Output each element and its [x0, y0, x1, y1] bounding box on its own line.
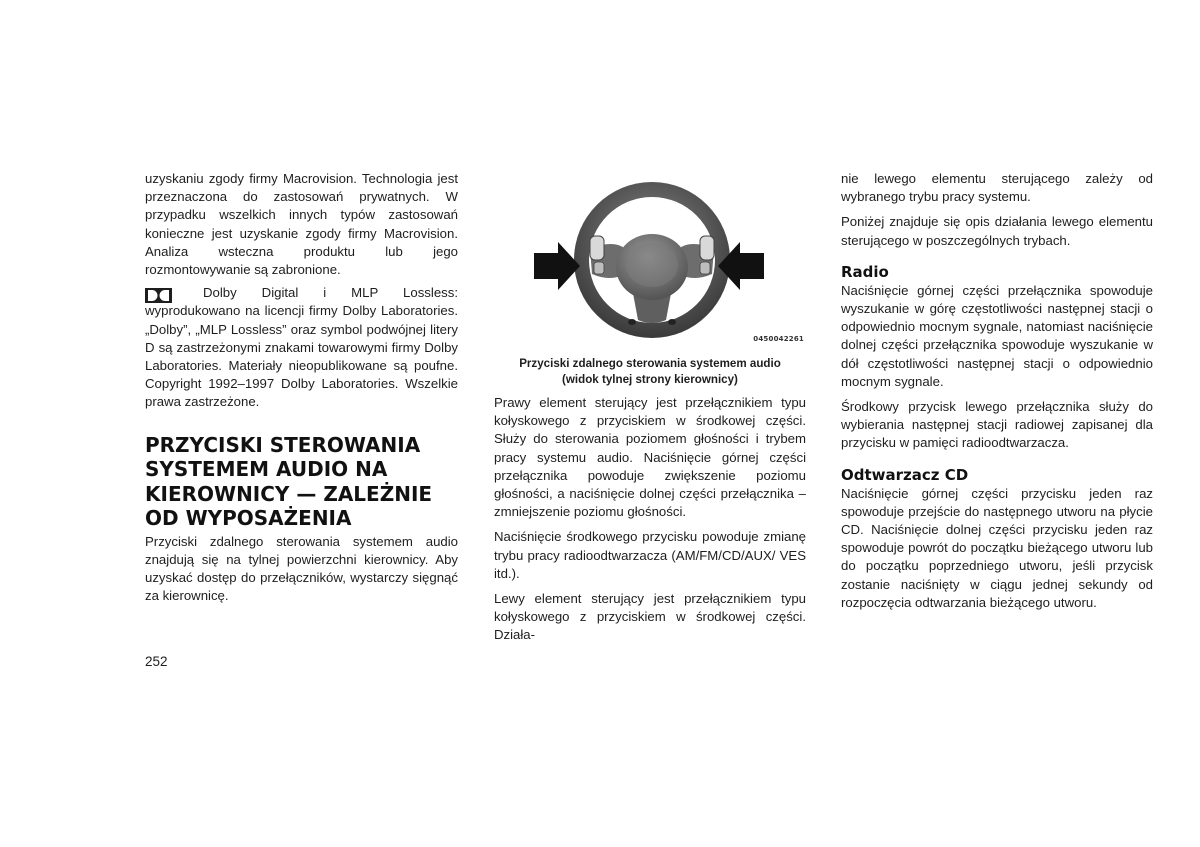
steering-wheel-illustration — [494, 170, 806, 350]
section-heading: PRZYCISKI STEROWANIA SYSTEMEM AUDIO NA KIEROWNICY — ZALEŻNIE OD WYPOSAŻENIA — [145, 432, 433, 531]
intro-paragraph: Przyciski zdalnego sterowania systemem audio znajdują się na tylnej powierzchni kierownicy. Aby uzyskać dostęp do przełączników, wystarczy sięgnąć za kierownicę. — [145, 533, 458, 604]
radio-preset-paragraph: Środkowy przycisk lewego przełącznika służy do wybierania następnej stacji radiowej zapisanej dla przycisku w pamięci radioodtwarzacza. — [841, 399, 1153, 451]
radio-seek-paragraph: Naciśnięcie górnej części przełącznika spowoduje wyszukanie w górę częstotliwości następnej stacji o odpowiednio mocnym sygnale, natomiast naciśnięcie dolnej części przełącznika spowoduje wyszukanie w dół częstotliwości następnej stacji o odpowiednio mocnym sygnale. — [841, 282, 1153, 389]
right-control-paragraph: Prawy element sterujący jest przełącznikiem typu kołyskowego z przyciskiem w środkowej części. Służy do sterowania poziomem głośności i trybem pracy systemu audio. Naciśnięcie górnej części przełącznika powoduje zwiększenie poziomu głośności, a naciśnięcie dolnej części przełącznika – zmniejszenie poziomu głośności. — [494, 395, 806, 520]
right-column — [841, 170, 1153, 612]
dolby-block — [145, 284, 458, 411]
middle-column — [494, 170, 806, 645]
dolby-double-d-logo-icon — [145, 288, 172, 303]
modes-intro-paragraph: Poniżej znajduje się opis działania lewego elementu sterującego w poszczególnych trybach. — [841, 214, 1153, 248]
cd-paragraph: Naciśnięcie górnej części przycisku jeden raz spowoduje przejście do następnego utworu na płycie CD. Naciśnięcie dolnej części przycisku jeden raz spowoduje powrót do początku bieżącego utworu lub do początku poprzedniego utworu, jeśli przycisk zostanie naciśnięty w ciągu jednej sekundy od rozpoczęcia odtwarzania bieżącego utworu. — [841, 485, 1153, 610]
figure-caption — [494, 356, 806, 388]
mode-button-paragraph: Naciśnięcie środkowego przycisku powoduje zmianę trybu pracy radioodtwarzacza (AM/FM/CD/AUX/ VES itd.). — [494, 529, 806, 581]
left-arrow-icon — [534, 242, 580, 290]
radio-heading: Radio — [841, 262, 889, 281]
steering-wheel-figure — [494, 170, 806, 350]
cd-heading: Odtwarzacz CD — [841, 465, 969, 484]
macrovision-paragraph: uzyskaniu zgody firmy Macrovision. Technologia jest przeznaczona do zastosowań prywatnych. W przypadku wszelkich innych typów zastosowań konieczne jest uzyskanie zgody firmy Macrovision. Analiza wsteczna produktu lub jego rozmontowywanie są zabronione. — [145, 171, 458, 278]
figure-code: 0450042261 — [753, 334, 804, 343]
caption-line-2: (widok tylnej strony kierownicy) — [562, 373, 738, 386]
dolby-paragraph: Dolby Digital i MLP Lossless: wyprodukowano na licencji firmy Dolby Laboratories. „Dolby”, „MLP Lossless” oraz symbol podwójnej litery D są zastrzeżonymi znakami towarowymi firmy Dolby Laboratories. Materiały nieopublikowane są poufne. Copyright 1992–1997 Dolby Laboratories. Wszelkie prawa zastrzeżone. — [145, 285, 458, 410]
left-control-continued: nie lewego elementu sterującego zależy od wybranego trybu pracy systemu. — [841, 171, 1153, 205]
page-number: 252 — [145, 654, 168, 669]
caption-line-1: Przyciski zdalnego sterowania systemem audio — [519, 357, 781, 370]
left-control-paragraph: Lewy element sterujący jest przełącznikiem typu kołyskowego z przyciskiem w środkowej części. Działa- — [494, 591, 806, 643]
left-column — [145, 170, 458, 605]
